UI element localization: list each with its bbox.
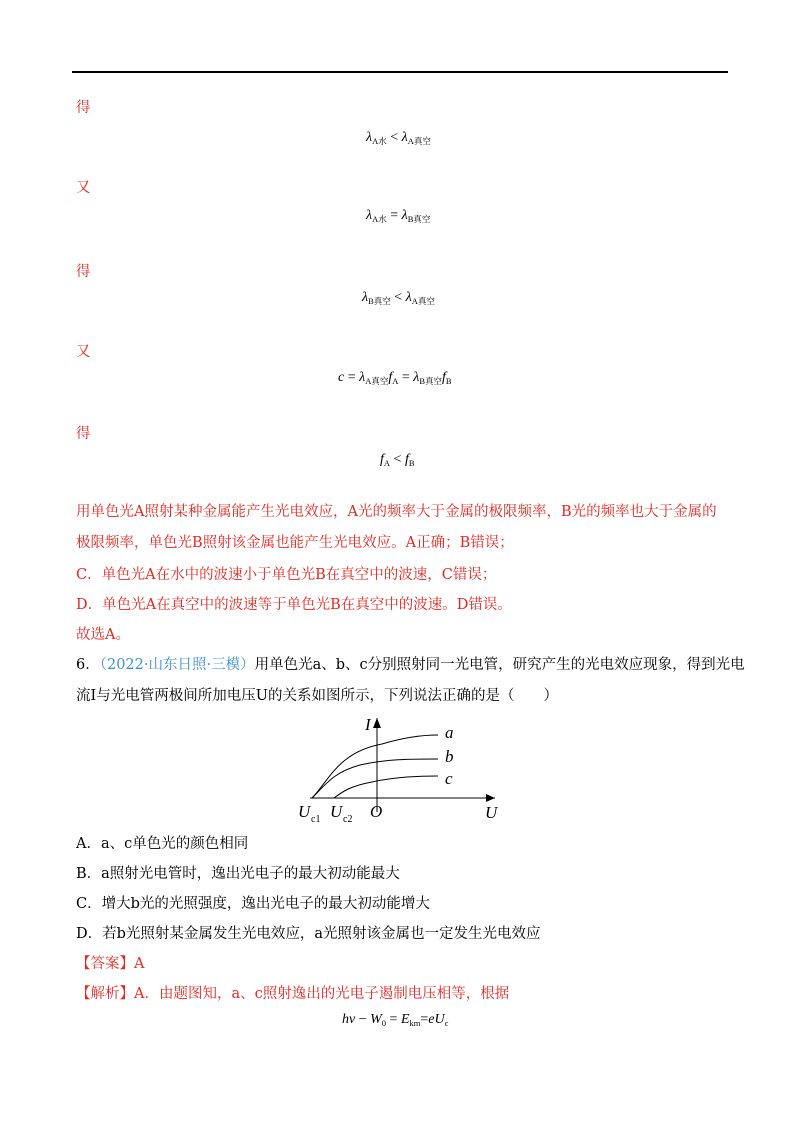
equation-5: [380, 452, 415, 468]
eq3-lhs-sub: B真空: [368, 296, 391, 306]
axis-label-i: I: [365, 715, 371, 734]
eq1-rhs: λ: [401, 130, 408, 145]
question-6-line-1: [76, 655, 745, 675]
question-stem-1: 用单色光a、b、c分别照射同一光电管，研究产生的光电效应现象，得到光电: [254, 657, 745, 673]
formula-e-sub: km: [409, 1018, 421, 1028]
formula-minus: −: [358, 1012, 367, 1027]
eq4-f1-sub: A: [392, 376, 399, 386]
question-stem-2: 流I与光电管两极间所加电压U的关系如图所示，下列说法正确的是（ ）: [76, 688, 558, 704]
eq5-rhs: f: [404, 452, 409, 467]
x-axis-arrow: [486, 794, 495, 802]
eq3-rhs-sub: A真空: [411, 296, 435, 306]
formula-h: h: [342, 1012, 349, 1027]
formula-w: W: [370, 1012, 382, 1027]
eq5-rhs-sub: B: [408, 458, 415, 468]
formula-charge: e: [428, 1012, 435, 1027]
eq3-lhs: λ: [362, 290, 369, 305]
equation-1: [366, 130, 431, 147]
eq5-op: <: [393, 452, 402, 467]
formula-eq: =: [389, 1012, 398, 1027]
eq1-rhs-sub: A真空: [407, 136, 431, 146]
eq4-c: c: [338, 370, 345, 385]
formula-nu: ν: [349, 1012, 356, 1027]
header-rule: [72, 71, 728, 73]
option-a: A．a、c单色光的颜色相同: [76, 836, 249, 852]
derivation-word-de-2: 得: [76, 264, 91, 280]
eq4-eq: =: [347, 370, 356, 385]
eq2-rhs-sub: B真空: [407, 214, 431, 224]
option-c: C．增大b光的光照强度，逸出光电子的最大初动能增大: [76, 896, 430, 912]
eq2-lhs-sub: A水: [372, 214, 387, 224]
eq2-rhs: λ: [401, 208, 408, 223]
curve-c: [334, 776, 438, 798]
analysis-conclusion: 故选A。: [76, 627, 130, 643]
uc1-sub-label: c1: [311, 814, 321, 824]
uc2-sub-label: c2: [343, 814, 353, 824]
formula-w-sub: 0: [381, 1018, 387, 1028]
question-source: （2022·山东日照·三模）: [99, 657, 255, 673]
analysis-paragraph-d: D．单色光A在真空中的波速等于单色光B在真空中的波速。D错误。: [76, 597, 512, 613]
eq2-lhs: λ: [366, 208, 373, 223]
formula-u: U: [434, 1012, 445, 1027]
eq2-op: =: [390, 208, 399, 223]
eq4-f1: f: [388, 370, 393, 385]
eq4-l2: λ: [413, 370, 420, 385]
solution-line: 【解析】A．由题图知，a、c照射逸出的光电子遏制电压相等，根据: [76, 986, 510, 1002]
eq3-op: <: [394, 290, 403, 305]
einstein-equation: [342, 1012, 448, 1028]
eq1-lhs-sub: A水: [372, 136, 387, 146]
eq1-op: <: [390, 130, 399, 145]
option-b: B．a照射光电管时，逸出光电子的最大初动能最大: [76, 866, 400, 882]
eq4-f2: f: [442, 370, 446, 385]
curve-label-b: b: [445, 747, 454, 766]
derivation-word-de-3: 得: [76, 426, 91, 442]
eq4-f2-sub: B: [445, 376, 452, 386]
derivation-word-you-2: 又: [76, 344, 91, 360]
formula-u-sub: c: [444, 1018, 449, 1028]
equation-3: [362, 290, 435, 307]
curve-label-c: c: [445, 769, 453, 788]
axis-label-u: U: [485, 803, 498, 822]
derivation-word-you-1: 又: [76, 180, 91, 196]
eq5-lhs: f: [380, 452, 384, 467]
option-d: D．若b光照射某金属发生光电效应，a光照射该金属也一定发生光电效应: [76, 926, 541, 942]
curve-label-a: a: [445, 723, 454, 742]
uc1-label: U: [298, 802, 311, 821]
eq3-rhs: λ: [405, 290, 412, 305]
curve-b: [312, 759, 438, 798]
derivation-word-de-1: 得: [76, 100, 91, 116]
question-number: 6．: [76, 657, 100, 673]
eq4-l1: λ: [359, 370, 366, 385]
photoelectric-iu-figure: [290, 712, 520, 824]
eq4-l2-sub: B真空: [419, 376, 443, 386]
eq4-l1-sub: A真空: [365, 376, 389, 386]
eq4-eq2: =: [401, 370, 410, 385]
curve-a: [312, 735, 438, 798]
analysis-paragraph-c: C．单色光A在水中的波速小于单色光B在真空中的波速，C错误；: [76, 567, 497, 583]
eq5-lhs-sub: A: [383, 458, 391, 468]
analysis-paragraph-1: 用单色光A照射某种金属能产生光电效应，A光的频率大于金属的极限频率，B光的频率也大于金属的极限频率，单色光B照射该金属也能产生光电效应。A正确；B错误；: [76, 504, 717, 551]
equation-2: [366, 208, 430, 225]
uc2-label: U: [330, 802, 343, 821]
y-axis-arrow: [373, 718, 381, 728]
equation-4: [338, 370, 452, 387]
eq1-lhs: λ: [366, 130, 373, 145]
origin-label: O: [370, 802, 383, 821]
formula-eq2: =: [420, 1012, 429, 1027]
answer-line: 【答案】A: [76, 956, 145, 972]
formula-e: E: [400, 1012, 410, 1027]
